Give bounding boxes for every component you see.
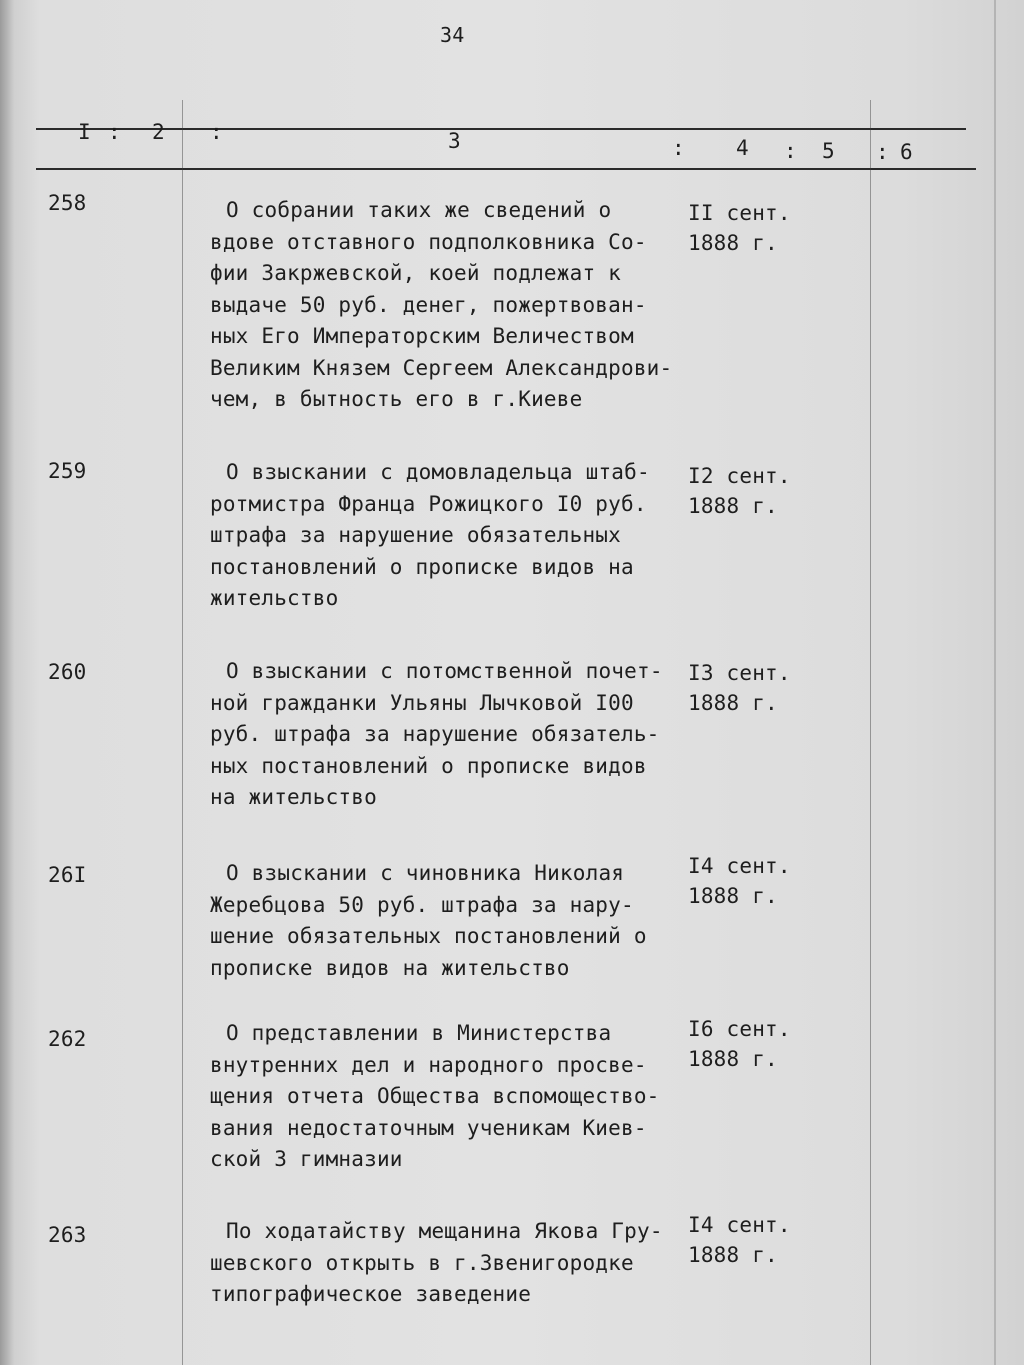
- description-line: О взыскании с домовладельца штаб-: [226, 460, 650, 484]
- date-line: II сент.: [688, 201, 791, 225]
- column-divider-1: [182, 100, 183, 1365]
- date-line: 1888 г.: [688, 1047, 778, 1071]
- row-description: [210, 656, 663, 814]
- description-line: вания недостаточным ученикам Киев-: [210, 1115, 647, 1140]
- description-line: руб. штрафа за нарушение обязатель-: [210, 722, 660, 746]
- description-line: типографическое заведение: [210, 1282, 532, 1306]
- header-separator: :: [876, 140, 889, 164]
- description-line: вдове отставного подполковника Со-: [210, 229, 647, 254]
- date-line: I6 сент.: [688, 1017, 791, 1041]
- date-line: 1888 г.: [688, 494, 778, 518]
- description-line: внутренних дел и народного просве-: [210, 1052, 647, 1077]
- row-number: 263: [48, 1223, 87, 1247]
- row-date: [688, 1210, 791, 1270]
- column-header-5: 5: [822, 139, 835, 163]
- date-line: I4 сент.: [688, 1213, 791, 1237]
- column-header-6: 6: [900, 140, 913, 164]
- description-line: ных Его Императорским Величеством: [210, 324, 634, 348]
- description-line: шевского открыть в г.Звенигородке: [210, 1250, 634, 1275]
- page-right-edge: [994, 0, 996, 1365]
- description-line: шение обязательных постановлений о: [210, 924, 647, 948]
- column-header-3: 3: [448, 129, 461, 153]
- date-line: 1888 г.: [688, 1243, 778, 1267]
- description-line: штрафа за нарушение обязательных: [210, 523, 621, 547]
- description-line: О взыскании с чиновника Николая: [226, 861, 625, 885]
- row-number: 258: [48, 191, 87, 215]
- column-divider-2: [870, 100, 871, 1365]
- description-line: ных постановлений о прописке видов: [210, 753, 647, 778]
- date-line: 1888 г.: [688, 691, 778, 715]
- description-line: фии Закржевской, коей подлежат к: [210, 261, 621, 285]
- description-line: О собрании таких же сведений о: [226, 198, 612, 222]
- header-separator: :: [784, 139, 797, 163]
- description-line: О взыскании с потомственной почет-: [226, 659, 663, 683]
- row-description: [210, 858, 647, 984]
- header-separator: :: [672, 136, 685, 160]
- description-line: постановлений о прописке видов на: [210, 554, 634, 579]
- description-line: прописке видов на жительство: [210, 955, 570, 980]
- row-date: [688, 851, 791, 911]
- column-header-1: I: [78, 120, 91, 144]
- description-line: ротмистра Франца Рожицкого I0 руб.: [210, 491, 647, 516]
- row-date: [688, 461, 791, 521]
- row-description: [210, 195, 673, 416]
- date-line: 1888 г.: [688, 884, 778, 908]
- description-line: По ходатайству мещанина Якова Гру-: [226, 1219, 663, 1243]
- description-line: жительство: [210, 586, 339, 610]
- row-number: 26I: [48, 863, 87, 887]
- row-description: [210, 1018, 660, 1176]
- date-line: 1888 г.: [688, 231, 778, 255]
- row-date: [688, 1014, 791, 1074]
- row-date: [688, 658, 791, 718]
- description-line: ской 3 гимназии: [210, 1147, 403, 1171]
- description-line: ной гражданки Ульяны Лычковой I00: [210, 690, 634, 715]
- row-number: 260: [48, 660, 87, 684]
- row-description: [210, 457, 650, 615]
- date-line: I4 сент.: [688, 854, 791, 878]
- row-description: [210, 1216, 663, 1311]
- header-separator: :: [108, 120, 121, 144]
- page-binding-edge: [0, 0, 14, 1365]
- description-line: О представлении в Министерства: [226, 1021, 612, 1045]
- header-bottom-rule: [36, 168, 976, 170]
- row-number: 262: [48, 1027, 87, 1051]
- page-number: 34: [440, 23, 465, 47]
- date-line: I3 сент.: [688, 661, 791, 685]
- description-line: Великим Князем Сергеем Александрови-: [210, 355, 673, 380]
- description-line: выдаче 50 руб. денег, пожертвован-: [210, 292, 647, 317]
- description-line: щения отчета Общества вспомоществo-: [210, 1084, 660, 1108]
- row-number: 259: [48, 459, 87, 483]
- date-line: I2 сент.: [688, 464, 791, 488]
- column-header-2: 2: [152, 120, 165, 144]
- description-line: Жеребцова 50 руб. штрафа за нару-: [210, 892, 634, 917]
- header-top-rule: [36, 128, 966, 130]
- row-date: [688, 198, 791, 258]
- column-header-4: 4: [736, 136, 749, 160]
- header-separator: :: [210, 120, 223, 144]
- description-line: чем, в бытность его в г.Киеве: [210, 387, 583, 411]
- description-line: на жительство: [210, 785, 377, 809]
